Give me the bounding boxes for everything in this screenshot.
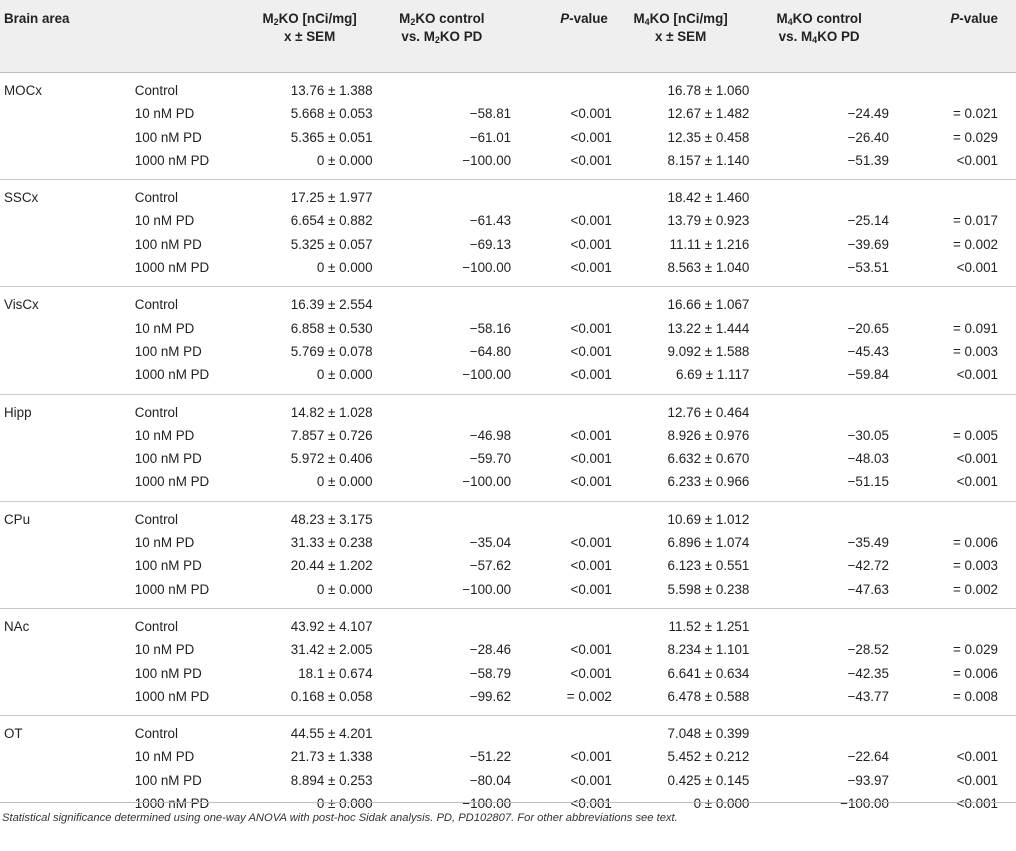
table-row: [0, 501, 1016, 531]
m2ko-pvalue-cell: <0.001: [570, 343, 612, 359]
m4ko-value-cell: 8.563 ± 1.040: [612, 256, 749, 287]
condition-cell: 1000 nM PD: [123, 685, 247, 716]
table-row: [0, 149, 1016, 180]
m2ko-value-cell: 6.858 ± 0.530: [290, 320, 373, 336]
m4ko-diff-cell: −22.64: [847, 749, 889, 765]
m4ko-diff-cell: −24.49: [847, 106, 889, 122]
brain-area-cell: [0, 209, 123, 232]
m2ko-value-cell: 20.44 ± 1.202: [290, 558, 373, 574]
m2ko-pvalue-cell: <0.001: [570, 558, 612, 574]
m2ko-diff-cell: −57.62: [469, 558, 512, 574]
m4ko-value-cell: 5.598 ± 0.238: [612, 578, 749, 609]
m2ko-diff-cell: −100.00: [462, 796, 512, 812]
m4ko-diff-cell: −48.03: [847, 451, 889, 467]
m2ko-value-cell: 6.654 ± 0.882: [290, 213, 373, 229]
brain-area-cell: [0, 233, 123, 256]
m4ko-value-cell: 11.11 ± 1.216: [669, 236, 750, 252]
m2ko-diff-cell: −59.70: [469, 451, 512, 467]
brain-area-cell: [0, 470, 123, 501]
table-row: [0, 685, 1016, 716]
header-row: [0, 0, 1016, 73]
condition-cell: Control: [134, 618, 178, 634]
m4ko-pvalue-cell: = 0.008: [889, 685, 1016, 716]
m4ko-diff-cell: −28.52: [847, 642, 889, 658]
m2ko-diff-cell: [373, 180, 512, 210]
header-condition: [123, 0, 247, 73]
header-m4ko-value: $M_4KO$ [nCi/mg] x ± SEM: [612, 0, 749, 73]
table-row: [0, 233, 1016, 256]
m2ko-pvalue-cell: <0.001: [511, 256, 612, 287]
m4ko-pvalue-cell: [889, 716, 1016, 746]
brain-area-cell: [0, 638, 123, 661]
m2ko-value-cell: 16.39 ± 2.554: [290, 297, 373, 313]
condition-cell: 1000 nM PD: [123, 149, 247, 180]
m2ko-value-cell: 8.894 ± 0.253: [290, 772, 373, 788]
m4ko-diff-cell: −100.00: [840, 796, 889, 812]
m4ko-value-cell: 8.157 ± 1.140: [612, 149, 749, 180]
condition-cell: 100 nM PD: [134, 451, 202, 467]
m2ko-diff-cell: −46.98: [469, 427, 512, 443]
m2ko-pvalue-cell: [511, 73, 612, 103]
m4ko-value-cell: 0 ± 0.000: [693, 796, 750, 812]
m4ko-pvalue-cell: = 0.006: [952, 665, 998, 681]
m4ko-diff-cell: −51.39: [749, 149, 889, 180]
m2ko-pvalue-cell: = 0.002: [511, 685, 612, 716]
brain-area-cell: [0, 126, 123, 149]
m2ko-diff-cell: −64.80: [469, 343, 512, 359]
table-body: [0, 73, 1016, 822]
m4ko-pvalue-cell: <0.001: [956, 749, 998, 765]
m4ko-value-cell: 9.092 ± 1.588: [667, 343, 750, 359]
m2ko-value-cell: 0 ± 0.000: [316, 796, 373, 812]
m2ko-pvalue-cell: [511, 180, 612, 210]
m4ko-value-cell: 12.76 ± 0.464: [667, 404, 750, 420]
condition-cell: 100 nM PD: [134, 343, 202, 359]
m2ko-value-cell: 5.365 ± 0.051: [290, 129, 373, 145]
m4ko-diff-cell: [749, 73, 889, 103]
m2ko-pvalue-cell: <0.001: [570, 535, 612, 551]
condition-cell: Control: [134, 511, 178, 527]
m4ko-value-cell: 10.69 ± 1.012: [667, 511, 750, 527]
m2ko-diff-cell: −69.13: [469, 236, 512, 252]
m4ko-value-cell: 12.35 ± 0.458: [667, 129, 750, 145]
m2ko-pvalue-cell: <0.001: [570, 796, 612, 812]
m4ko-diff-cell: −42.72: [847, 558, 889, 574]
condition-cell: 10 nM PD: [134, 642, 195, 658]
m4ko-value-cell: 6.641 ± 0.634: [667, 665, 750, 681]
condition-cell: 10 nM PD: [134, 535, 195, 551]
m4ko-pvalue-cell: = 0.003: [952, 343, 998, 359]
m4ko-value-cell: 16.78 ± 1.060: [667, 83, 750, 98]
m2ko-diff-cell: −100.00: [373, 363, 512, 394]
m2ko-diff-cell: −100.00: [373, 256, 512, 287]
m4ko-pvalue-cell: = 0.002: [952, 236, 998, 252]
m4ko-pvalue-cell: = 0.029: [952, 642, 998, 658]
m2ko-diff-cell: [373, 287, 512, 317]
m4ko-diff-cell: [749, 501, 889, 531]
m4ko-pvalue-cell: [889, 608, 1016, 638]
m2ko-value-cell: 48.23 ± 3.175: [290, 511, 373, 527]
table-row: [0, 102, 1016, 125]
m2ko-value-cell: 31.33 ± 0.238: [290, 535, 373, 551]
m4ko-pvalue-cell: [889, 180, 1016, 210]
condition-cell: 100 nM PD: [134, 772, 202, 788]
m4ko-value-cell: 8.926 ± 0.976: [667, 427, 750, 443]
m4ko-value-cell: 6.69 ± 1.117: [612, 363, 749, 394]
m2ko-pvalue-cell: [511, 501, 612, 531]
brain-area-cell: [0, 102, 123, 125]
m4ko-diff-cell: −47.63: [749, 578, 889, 609]
m2ko-value-cell: 21.73 ± 1.338: [290, 749, 373, 765]
m2ko-pvalue-cell: [511, 608, 612, 638]
m2ko-diff-cell: [373, 716, 512, 746]
m4ko-diff-cell: −51.15: [749, 470, 889, 501]
m4ko-pvalue-cell: = 0.017: [952, 213, 998, 229]
m4ko-value-cell: 11.52 ± 1.251: [668, 618, 750, 634]
table-row: [0, 317, 1016, 340]
brain-area-cell: [0, 745, 123, 768]
m2ko-pvalue-cell: <0.001: [570, 213, 612, 229]
condition-cell: Control: [134, 726, 178, 742]
m4ko-pvalue-cell: <0.001: [956, 451, 998, 467]
m2ko-value-cell: 0.168 ± 0.058: [247, 685, 373, 716]
m2ko-value-cell: 5.325 ± 0.057: [290, 236, 373, 252]
m4ko-pvalue-cell: [889, 501, 1016, 531]
m2ko-diff-cell: −61.43: [469, 213, 512, 229]
brain-area-cell: CPu: [4, 511, 31, 527]
condition-cell: 1000 nM PD: [123, 470, 247, 501]
table-row: [0, 554, 1016, 577]
table-row: [0, 126, 1016, 149]
m4ko-pvalue-cell: [889, 287, 1016, 317]
condition-cell: 10 nM PD: [134, 106, 195, 122]
m4ko-diff-cell: [749, 287, 889, 317]
m4ko-diff-cell: −53.51: [749, 256, 889, 287]
m2ko-pvalue-cell: [511, 716, 612, 746]
m2ko-pvalue-cell: <0.001: [511, 149, 612, 180]
header-m4ko-diff: $M_4KO$ control vs. $M_4KO$ PD: [749, 0, 889, 73]
m2ko-pvalue-cell: <0.001: [570, 236, 612, 252]
m2ko-diff-cell: −51.22: [469, 749, 512, 765]
m2ko-diff-cell: −99.62: [373, 685, 512, 716]
m2ko-diff-cell: −100.00: [373, 578, 512, 609]
m4ko-diff-cell: −59.84: [749, 363, 889, 394]
header-m4ko-pvalue: P-value: [889, 0, 1016, 73]
m4ko-diff-cell: −26.40: [847, 129, 889, 145]
m4ko-diff-cell: [749, 716, 889, 746]
table-row: [0, 209, 1016, 232]
m2ko-diff-cell: −61.01: [469, 129, 512, 145]
m2ko-pvalue-cell: [511, 287, 612, 317]
m4ko-diff-cell: [749, 180, 889, 210]
m4ko-value-cell: 13.79 ± 0.923: [667, 213, 750, 229]
m2ko-diff-cell: −58.79: [469, 665, 512, 681]
table-row: [0, 531, 1016, 554]
condition-cell: 100 nM PD: [134, 558, 202, 574]
m4ko-pvalue-cell: <0.001: [956, 796, 998, 812]
condition-cell: Control: [134, 297, 178, 313]
m2ko-diff-cell: [373, 394, 512, 424]
condition-cell: 1000 nM PD: [134, 796, 210, 812]
table-row: [0, 424, 1016, 447]
table-row: [0, 73, 1016, 103]
m2ko-diff-cell: [373, 501, 512, 531]
m2ko-value-cell: 31.42 ± 2.005: [290, 642, 373, 658]
m2ko-pvalue-cell: <0.001: [511, 470, 612, 501]
m2ko-pvalue-cell: <0.001: [511, 363, 612, 394]
m4ko-pvalue-cell: <0.001: [889, 470, 1016, 501]
header-brain-area: Brain area: [0, 0, 123, 73]
table-row: [0, 256, 1016, 287]
m2ko-diff-cell: −58.81: [469, 106, 512, 122]
brain-area-cell: [0, 424, 123, 447]
m4ko-diff-cell: −45.43: [847, 343, 889, 359]
m4ko-pvalue-cell: <0.001: [889, 256, 1016, 287]
m4ko-pvalue-cell: <0.001: [889, 363, 1016, 394]
m4ko-diff-cell: −93.97: [847, 772, 889, 788]
table-row: [0, 578, 1016, 609]
condition-cell: Control: [134, 83, 178, 98]
table-row: [0, 662, 1016, 685]
brain-area-cell: [0, 447, 123, 470]
m2ko-value-cell: 14.82 ± 1.028: [290, 404, 373, 420]
brain-area-cell: SSCx: [4, 190, 39, 206]
m2ko-value-cell: 5.668 ± 0.053: [290, 106, 373, 122]
m2ko-value-cell: 0 ± 0.000: [247, 149, 373, 180]
m4ko-value-cell: 18.42 ± 1.460: [667, 190, 750, 206]
condition-cell: 10 nM PD: [134, 749, 195, 765]
header-m2ko-value: $M_2KO$ [nCi/mg] x ± SEM: [247, 0, 373, 73]
table-row: [0, 470, 1016, 501]
m4ko-diff-cell: −39.69: [847, 236, 889, 252]
m4ko-value-cell: 16.66 ± 1.067: [667, 297, 750, 313]
m2ko-diff-cell: −80.04: [469, 772, 512, 788]
m2ko-pvalue-cell: <0.001: [570, 427, 612, 443]
m4ko-pvalue-cell: = 0.091: [952, 320, 998, 336]
m4ko-pvalue-cell: = 0.021: [952, 106, 998, 122]
m2ko-value-cell: 13.76 ± 1.388: [290, 83, 373, 98]
m4ko-diff-cell: −43.77: [749, 685, 889, 716]
m4ko-value-cell: 13.22 ± 1.444: [667, 320, 750, 336]
m2ko-value-cell: 5.769 ± 0.078: [290, 343, 373, 359]
m4ko-value-cell: 6.123 ± 0.551: [667, 558, 750, 574]
m4ko-value-cell: 6.233 ± 0.966: [612, 470, 749, 501]
table-row: [0, 769, 1016, 792]
table-row: [0, 745, 1016, 768]
m4ko-value-cell: 12.67 ± 1.482: [667, 106, 750, 122]
brain-area-cell: [0, 363, 123, 394]
table-footnote: Statistical significance determined using one-way ANOVA with post-hoc Sidak analysis. PD, PD102807. For other abbreviations see text.: [0, 802, 1016, 824]
m4ko-pvalue-cell: <0.001: [956, 772, 998, 788]
m4ko-pvalue-cell: [889, 73, 1016, 103]
m2ko-value-cell: 5.972 ± 0.406: [290, 451, 373, 467]
m2ko-pvalue-cell: <0.001: [570, 749, 612, 765]
brain-area-cell: NAc: [4, 618, 30, 634]
m4ko-value-cell: 6.896 ± 1.074: [667, 535, 750, 551]
condition-cell: Control: [134, 190, 178, 206]
m2ko-diff-cell: [373, 73, 512, 103]
m2ko-pvalue-cell: <0.001: [570, 665, 612, 681]
brain-area-cell: [0, 256, 123, 287]
m2ko-pvalue-cell: <0.001: [570, 451, 612, 467]
table-row: [0, 287, 1016, 317]
brain-area-cell: [0, 578, 123, 609]
m2ko-value-cell: 0 ± 0.000: [247, 363, 373, 394]
m4ko-diff-cell: −35.49: [847, 535, 889, 551]
m2ko-diff-cell: [373, 608, 512, 638]
brain-area-cell: [0, 149, 123, 180]
m4ko-diff-cell: [749, 608, 889, 638]
condition-cell: 1000 nM PD: [123, 578, 247, 609]
m4ko-pvalue-cell: = 0.006: [952, 535, 998, 551]
m4ko-pvalue-cell: [889, 394, 1016, 424]
m2ko-value-cell: 43.92 ± 4.107: [290, 618, 373, 634]
m2ko-pvalue-cell: <0.001: [570, 320, 612, 336]
brain-area-cell: [0, 685, 123, 716]
m2ko-value-cell: 0 ± 0.000: [247, 578, 373, 609]
table-row: [0, 394, 1016, 424]
m2ko-pvalue-cell: <0.001: [511, 578, 612, 609]
table-row: [0, 638, 1016, 661]
m2ko-diff-cell: −100.00: [373, 149, 512, 180]
m4ko-value-cell: 6.478 ± 0.588: [612, 685, 749, 716]
m4ko-pvalue-cell: = 0.005: [952, 427, 998, 443]
m2ko-pvalue-cell: <0.001: [570, 106, 612, 122]
m4ko-value-cell: 5.452 ± 0.212: [667, 749, 750, 765]
m4ko-pvalue-cell: <0.001: [889, 149, 1016, 180]
table-row: [0, 608, 1016, 638]
table-row: [0, 447, 1016, 470]
m4ko-diff-cell: −20.65: [847, 320, 889, 336]
brain-area-cell: VisCx: [4, 297, 39, 313]
m2ko-diff-cell: −35.04: [469, 535, 512, 551]
m4ko-diff-cell: −25.14: [847, 213, 889, 229]
m2ko-value-cell: 0 ± 0.000: [247, 470, 373, 501]
condition-cell: 100 nM PD: [134, 129, 202, 145]
brain-area-cell: [0, 340, 123, 363]
m2ko-value-cell: 7.857 ± 0.726: [290, 427, 373, 443]
m4ko-diff-cell: −30.05: [847, 427, 889, 443]
m2ko-diff-cell: −58.16: [469, 320, 512, 336]
table-row: [0, 716, 1016, 746]
brain-area-cell: [0, 769, 123, 792]
header-m2ko-diff: $M_2KO$ control vs. $M_2KO$ PD: [373, 0, 512, 73]
m4ko-value-cell: 8.234 ± 1.101: [667, 642, 750, 658]
condition-cell: 10 nM PD: [134, 427, 195, 443]
m4ko-value-cell: 0.425 ± 0.145: [667, 772, 750, 788]
brain-area-cell: Hipp: [4, 404, 32, 420]
m2ko-pvalue-cell: <0.001: [570, 772, 612, 788]
m2ko-value-cell: 18.1 ± 0.674: [298, 665, 373, 681]
brain-area-cell: [0, 317, 123, 340]
header-m2ko-pvalue: P-value: [511, 0, 612, 73]
m4ko-value-cell: 6.632 ± 0.670: [667, 451, 750, 467]
condition-cell: Control: [134, 404, 178, 420]
m4ko-pvalue-cell: = 0.002: [889, 578, 1016, 609]
condition-cell: 10 nM PD: [134, 213, 195, 229]
m4ko-diff-cell: [749, 394, 889, 424]
m4ko-pvalue-cell: = 0.003: [952, 558, 998, 574]
m2ko-pvalue-cell: <0.001: [570, 129, 612, 145]
m2ko-diff-cell: −100.00: [373, 470, 512, 501]
brain-area-cell: [0, 662, 123, 685]
table-row: [0, 363, 1016, 394]
brain-area-cell: OT: [4, 726, 23, 742]
m2ko-value-cell: 44.55 ± 4.201: [290, 726, 373, 742]
m4ko-pvalue-cell: = 0.029: [952, 129, 998, 145]
condition-cell: 100 nM PD: [134, 665, 202, 681]
brain-area-cell: [0, 531, 123, 554]
m4ko-value-cell: 7.048 ± 0.399: [667, 726, 750, 742]
m2ko-pvalue-cell: <0.001: [570, 642, 612, 658]
brain-area-cell: MOCx: [4, 83, 42, 98]
condition-cell: 10 nM PD: [134, 320, 195, 336]
condition-cell: 100 nM PD: [134, 236, 202, 252]
table-row: [0, 180, 1016, 210]
table-row: [0, 340, 1016, 363]
condition-cell: 1000 nM PD: [123, 256, 247, 287]
m4ko-diff-cell: −42.35: [847, 665, 889, 681]
m2ko-diff-cell: −28.46: [469, 642, 512, 658]
m2ko-pvalue-cell: [511, 394, 612, 424]
m2ko-value-cell: 17.25 ± 1.977: [290, 190, 373, 206]
m2ko-value-cell: 0 ± 0.000: [247, 256, 373, 287]
brain-area-cell: [0, 554, 123, 577]
condition-cell: 1000 nM PD: [123, 363, 247, 394]
